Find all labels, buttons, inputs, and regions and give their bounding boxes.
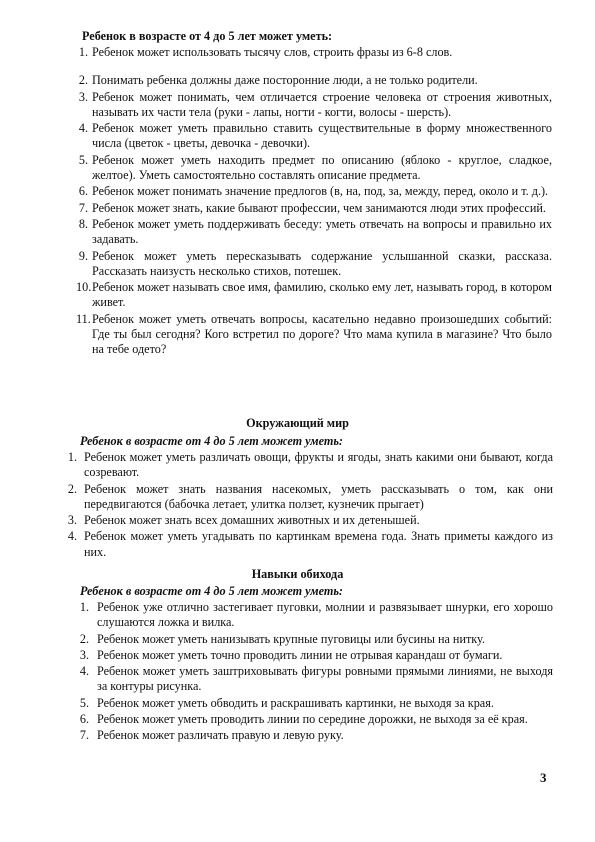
list-item [79, 647, 553, 663]
list-item-number: 3. [67, 513, 77, 528]
list-item-text: Ребенок может знать всех домашних животных и их детенышей. [84, 513, 420, 528]
list-item [76, 311, 552, 358]
list-item-text: Ребенок может уметь проводить линии по середине дорожки, не выходя за её края. [97, 712, 528, 727]
list-item [78, 216, 552, 248]
list-item-text: Ребенок может уметь правильно ставить существительные в форму множественного числа (цветок - цветы, девочка - девочки). [92, 121, 552, 151]
skills-list [76, 45, 552, 359]
list-item [67, 529, 553, 560]
section-heading: Ребенок в возрасте от 4 до 5 лет может уметь: [82, 29, 333, 43]
list-item-text: Ребенок может понимать, чем отличается строение человека от строения животных, называть их части тела (руки - лапы, ногти - когти, волосы - шерсть). [92, 89, 552, 119]
list-item [78, 45, 552, 60]
list-item-text: Ребенок может уметь нанизывать крупные пуговицы или бусины на нитку. [97, 631, 485, 646]
list-item-number: 1. [67, 450, 77, 464]
list-item [78, 121, 552, 152]
list-item-number: 4. [78, 121, 88, 136]
list-item [79, 600, 553, 631]
list-item-text: Ребенок может уметь пересказывать содержание услышанной сказки, рассказа. Рассказать наизусть несколько стихов, потешек. [92, 248, 552, 278]
list-item-number: 5. [79, 695, 89, 710]
list-item [78, 184, 552, 199]
list-item-text: Ребенок может уметь обводить и раскрашивать картинки, не выходя за края. [97, 695, 494, 710]
list-item [79, 712, 553, 727]
list-item-number: 2. [79, 631, 89, 646]
list-item-text: Ребенок может называть свое имя, фамилию, сколько ему лет, называть город, в котором живет. [92, 280, 552, 310]
list-item-number: 11. [76, 311, 91, 326]
page-number: 3 [540, 770, 547, 785]
list-item [79, 631, 553, 647]
list-item-number: 7. [79, 728, 89, 743]
list-item-text: Ребенок может уметь отвечать вопросы, касательно недавно произошедших событий: Где ты был сегодня? Кого встретил по дороге? Что мама купила в магазине? Что было на тебе одето? [92, 311, 552, 357]
list-item-number: 8. [78, 216, 88, 231]
list-item [79, 728, 553, 743]
list-item-text: Ребенок может понимать значение предлогов (в, на, под, за, между, перед, около и т. д.). [92, 184, 549, 199]
section-title-environment: Окружающий мир [246, 416, 349, 430]
list-item-number: 4. [67, 529, 77, 544]
list-item-number: 2. [67, 481, 77, 496]
section-subheading: Ребенок в возрасте от 4 до 5 лет может уметь: [80, 584, 343, 598]
list-item-text: Ребенок может различать правую и левую руку. [97, 728, 344, 743]
list-item [78, 152, 552, 184]
list-item [67, 513, 553, 528]
section-title-household: Навыки обихода [251, 567, 344, 581]
list-item-number: 6. [79, 712, 89, 727]
list-item-number: 3. [79, 647, 89, 662]
list-item [78, 200, 552, 216]
list-item [78, 89, 552, 121]
list-item-number: 10. [76, 280, 92, 295]
list-item-text: Ребенок может знать названия насекомых, уметь рассказывать о том, как они передвигаются (бабочка летает, улитка ползет, кузнечик прыгает) [84, 481, 553, 511]
list-item-text: Ребенок может уметь угадывать по картинкам времена года. Знать приметы каждого из них. [84, 529, 553, 559]
list-item-number: 5. [78, 152, 88, 167]
list-item-text: Ребенок может уметь точно проводить линии не отрывая карандаш от бумаги. [97, 647, 503, 662]
list-item-number: 9. [78, 248, 88, 263]
list-item [78, 248, 552, 280]
list-item [78, 73, 552, 88]
list-item-text: Понимать ребенка должны даже посторонние люди, а не только родители. [92, 73, 478, 88]
list-item-number: 7. [78, 200, 88, 215]
list-item-number: 6. [78, 184, 88, 199]
list-item [76, 280, 552, 311]
list-item-text: Ребенок может уметь поддерживать беседу: уметь отвечать на вопросы и правильно их задавать. [92, 216, 552, 247]
list-item [79, 664, 553, 695]
section-subheading: Ребенок в возрасте от 4 до 5 лет может уметь: [80, 434, 343, 448]
list-item-number: 1. [78, 45, 88, 59]
household-list [79, 600, 553, 745]
list-item-number: 4. [79, 664, 89, 679]
list-item-text: Ребенок может использовать тысячу слов, строить фразы из 6-8 слов. [92, 45, 453, 59]
list-item-text: Ребенок может уметь заштриховывать фигуры ровными прямыми линиями, не выходя за контуры рисунка. [97, 664, 553, 694]
list-item-text: Ребенок может знать, какие бывают профессии, чем занимаются люди этих профессий. [92, 200, 546, 215]
list-item-number: 2. [78, 73, 88, 88]
list-item-text: Ребенок может уметь различать овощи, фрукты и ягоды, знать какими они бывают, когда созревают. [84, 450, 553, 480]
list-item-number: 1. [79, 600, 89, 614]
list-item [79, 695, 553, 711]
list-item-number: 3. [78, 89, 88, 104]
list-item-text: Ребенок может уметь находить предмет по описанию (яблоко - круглое, сладкое, желтое). Уметь самостоятельно составлять описание предмета. [92, 152, 552, 183]
environment-list [67, 450, 553, 561]
list-item [67, 450, 553, 481]
list-item [67, 481, 553, 513]
list-item-text: Ребенок уже отлично застегивает пуговки, молнии и развязывает шнурки, его хорошо слушаются ложка и вилка. [97, 600, 553, 630]
